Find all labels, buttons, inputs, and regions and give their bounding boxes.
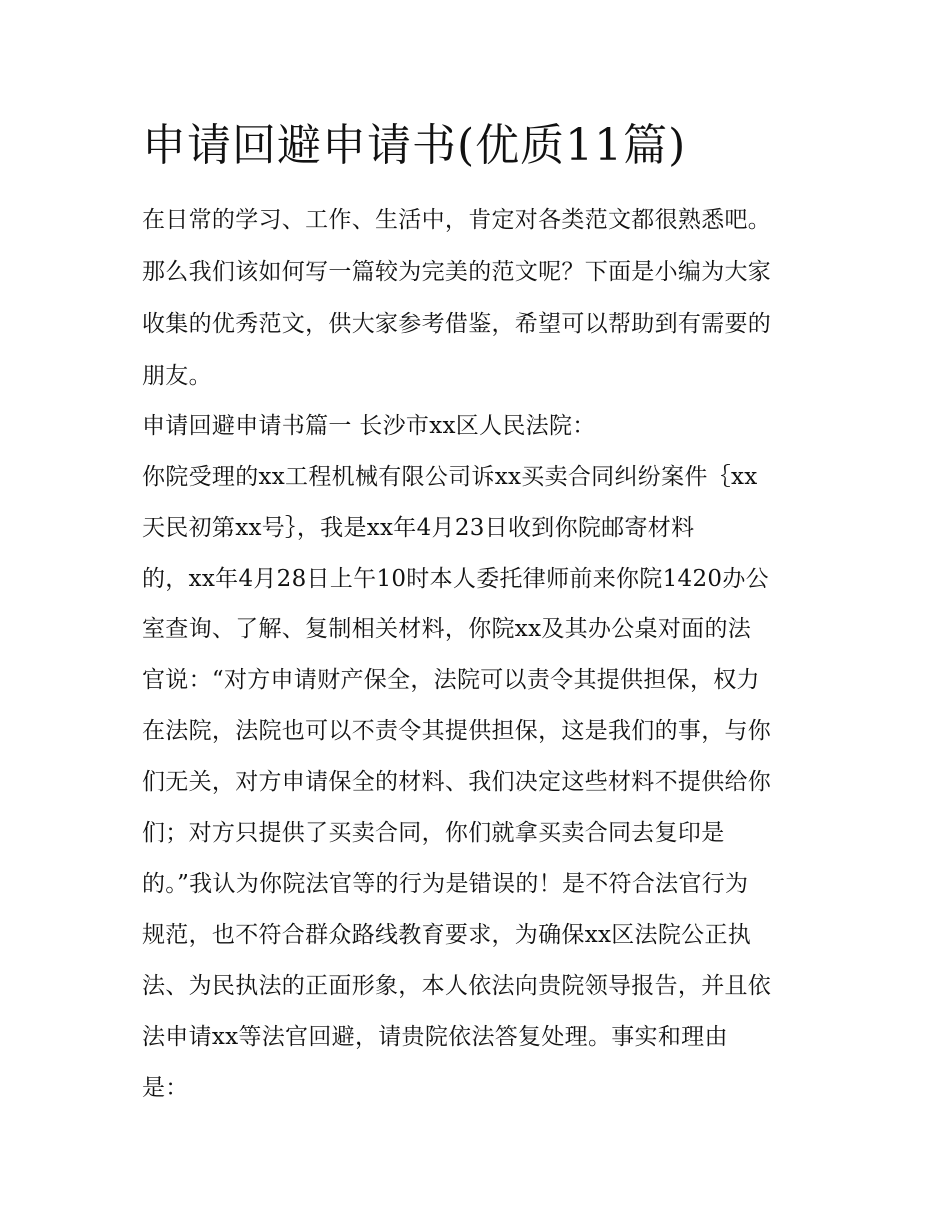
document-title: 申请回避申请书(优质11篇) (142, 120, 687, 171)
paragraph-line-7: 天民初第xx号｝，我是xx年4月23日收到你院邮寄材料 (142, 515, 695, 541)
paragraph-line-6: 你院受理的xx工程机械有限公司诉xx买卖合同纠纷案件｛xx (142, 464, 758, 490)
paragraph-line-1: 在日常的学习、工作、生活中，肯定对各类范文都很熟悉吧。 (142, 207, 772, 233)
paragraph-line-17: 法申请xx等法官回避，请贵院依法答复处理。事实和理由 (142, 1024, 728, 1050)
paragraph-line-9: 室查询、了解、复制相关材料，你院xx及其办公桌对面的法 (142, 616, 752, 642)
paragraph-line-11: 在法院，法院也可以不责令其提供担保，这是我们的事，与你 (142, 718, 772, 744)
paragraph-line-8: 的，xx年4月28日上午10时本人委托律师前来你院1420办公 (142, 566, 769, 592)
paragraph-line-13: 们；对方只提供了买卖合同，你们就拿买卖合同去复印是 (142, 820, 725, 846)
section-heading-line: 申请回避申请书篇一 长沙市xx区人民法院： (142, 413, 596, 439)
paragraph-line-4: 朋友。 (142, 363, 212, 389)
paragraph-line-18: 是： (142, 1075, 189, 1101)
paragraph-line-14: 的。”我认为你院法官等的行为是错误的！是不符合法官行为 (142, 871, 749, 897)
paragraph-line-16: 法、为民执法的正面形象，本人依法向贵院领导报告，并且依 (142, 973, 772, 999)
paragraph-line-2: 那么我们该如何写一篇较为完美的范文呢？下面是小编为大家 (142, 259, 772, 285)
paragraph-line-3: 收集的优秀范文，供大家参考借鉴，希望可以帮助到有需要的 (142, 311, 772, 337)
paragraph-line-15: 规范，也不符合群众路线教育要求，为确保xx区法院公正执 (142, 922, 752, 948)
paragraph-line-12: 们无关，对方申请保全的材料、我们决定这些材料不提供给你 (142, 769, 772, 795)
paragraph-line-10: 官说：“对方申请财产保全，法院可以责令其提供担保，权力 (142, 667, 760, 693)
